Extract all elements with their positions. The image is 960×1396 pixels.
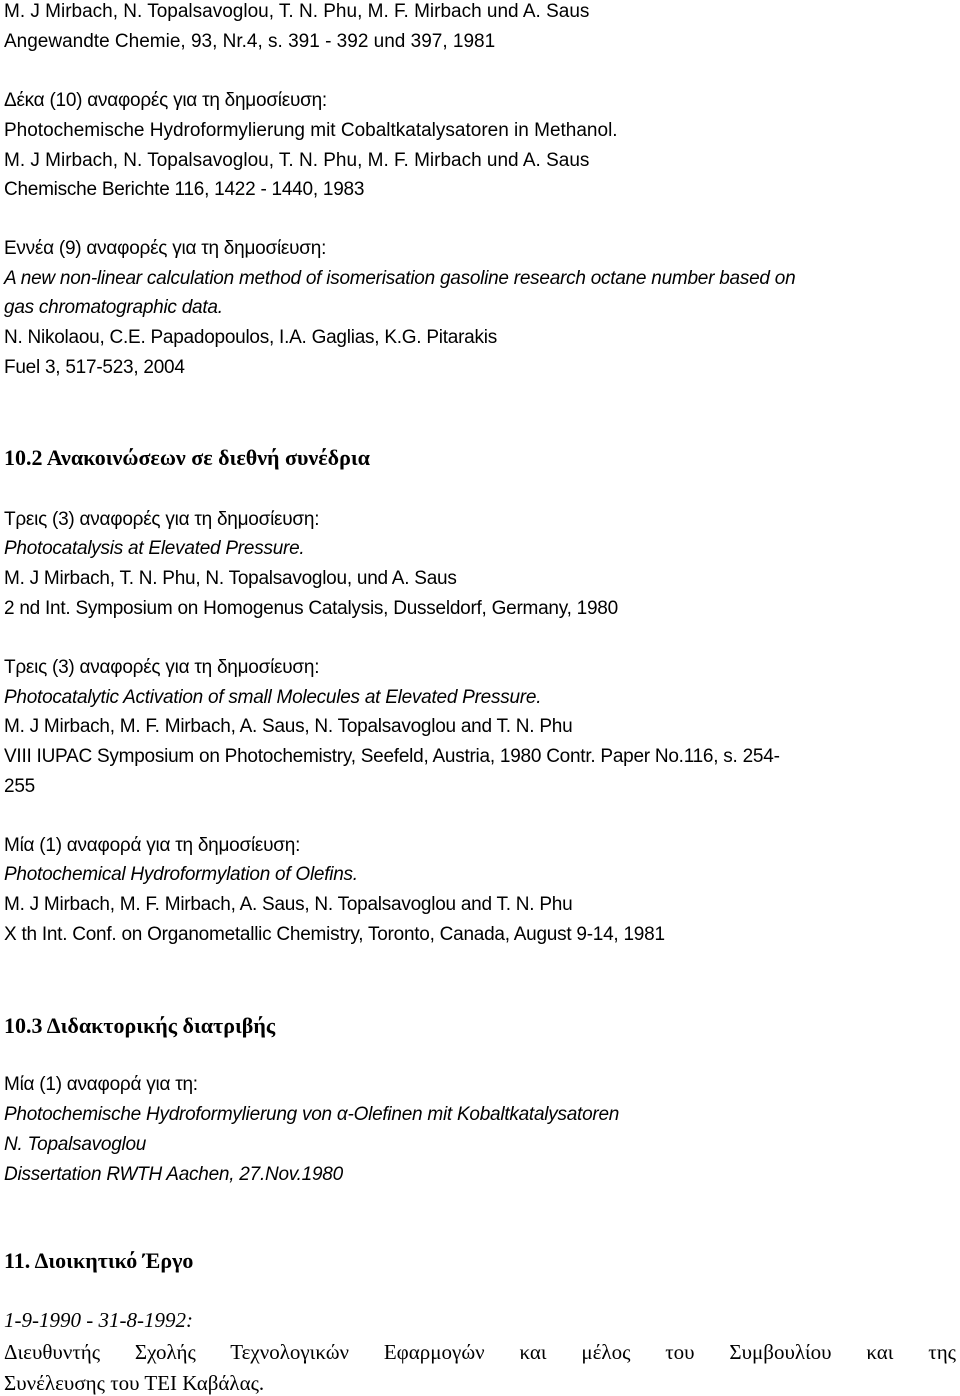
publication-title-continued: gas chromatographic data. <box>4 297 223 318</box>
role-description: Διευθυντής Σχολής Τεχνολογικών Εφαρμογών και μέλος του Συμβουλίου και της <box>4 1340 956 1364</box>
citation-journal: Angewandte Chemie, 93, Nr.4, s. 391 - 392 und 397, 1981 <box>4 31 496 52</box>
reference-count-heading: Τρεις (3) αναφορές για τη δημοσίευση: <box>4 509 320 530</box>
publication-authors: M. J Mirbach, M. F. Mirbach, A. Saus, N. Topalsavoglou and T. N. Phu <box>4 716 573 737</box>
reference-count-heading: Μία (1) αναφορά για τη: <box>4 1074 198 1095</box>
publication-title: Photochemische Hydroformylierung mit Cobaltkatalysatoren in Methanol. <box>4 120 618 141</box>
publication-title: Photocatalytic Activation of small Molecules at Elevated Pressure. <box>4 687 542 708</box>
section-heading-10-3: 10.3 Διδακτορικής διατριβής <box>4 1013 276 1038</box>
publication-authors: N. Nikolaou, C.E. Papadopoulos, I.A. Gaglias, K.G. Pitarakis <box>4 327 497 348</box>
publication-title: A new non-linear calculation method of isomerisation gasoline research octane number based on <box>4 268 796 289</box>
publication-venue: X th Int. Conf. on Organometallic Chemistry, Toronto, Canada, August 9-14, 1981 <box>4 924 665 945</box>
section-heading-10-2: 10.2 Ανακοινώσεων σε διεθνή συνέδρια <box>4 445 370 470</box>
reference-count-heading: Μία (1) αναφορά για τη δημοσίευση: <box>4 835 301 856</box>
citation-authors: M. J Mirbach, N. Topalsavoglou, T. N. Phu, M. F. Mirbach und A. Saus <box>4 1 590 22</box>
tenure-dates: 1-9-1990 - 31-8-1992: <box>4 1308 193 1332</box>
dissertation-author: N. Topalsavoglou <box>4 1134 147 1155</box>
role-description-continued: Συνέλευσης του ΤΕΙ Καβάλας. <box>4 1371 265 1395</box>
publication-venue: VIII IUPAC Symposium on Photochemistry, Seefeld, Austria, 1980 Contr. Paper No.116, s. 254- <box>4 746 780 767</box>
dissertation-title: Photochemische Hydroformylierung von α-Olefinen mit Kobaltkatalysatoren <box>4 1104 620 1125</box>
reference-count-heading: Δέκα (10) αναφορές για τη δημοσίευση: <box>4 90 327 111</box>
reference-count-heading: Εννέα (9) αναφορές για τη δημοσίευση: <box>4 238 327 259</box>
publication-authors: M. J Mirbach, T. N. Phu, N. Topalsavoglou, und A. Saus <box>4 568 457 589</box>
publication-title: Photocatalysis at Elevated Pressure. <box>4 538 305 559</box>
publication-authors: M. J Mirbach, M. F. Mirbach, A. Saus, N. Topalsavoglou and T. N. Phu <box>4 894 573 915</box>
publication-title: Photochemical Hydroformylation of Olefins. <box>4 864 358 885</box>
reference-count-heading: Τρεις (3) αναφορές για τη δημοσίευση: <box>4 657 320 678</box>
publication-venue-continued: 255 <box>4 776 35 797</box>
publication-authors: M. J Mirbach, N. Topalsavoglou, T. N. Phu, M. F. Mirbach und A. Saus <box>4 150 590 171</box>
publication-venue: 2 nd Int. Symposium on Homogenus Catalysis, Dusseldorf, Germany, 1980 <box>4 598 618 619</box>
dissertation-institution: Dissertation RWTH Aachen, 27.Nov.1980 <box>4 1164 343 1185</box>
section-heading-11: 11. Διοικητικό Έργο <box>4 1248 194 1273</box>
publication-journal: Chemische Berichte 116, 1422 - 1440, 1983 <box>4 179 365 200</box>
publication-journal: Fuel 3, 517-523, 2004 <box>4 357 185 378</box>
